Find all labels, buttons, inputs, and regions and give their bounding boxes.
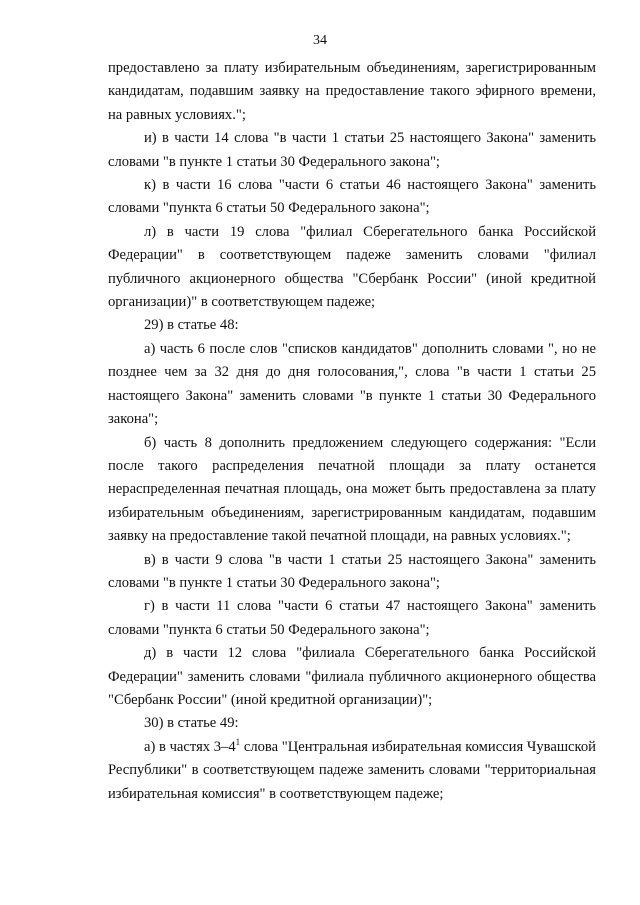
superscript-mark: 1 bbox=[235, 736, 241, 747]
page-number: 34 bbox=[313, 33, 327, 48]
document-body bbox=[108, 57, 596, 806]
paragraph-item-30: 30) в статье 49: bbox=[144, 715, 239, 732]
paragraph-item-a: а) часть 6 после слов "списков кандидатов" дополнить словами ", но не позднее чем за 32 дня до дня голосования,", слова "в части 1 статьи 25 настоящего Закона" заменить словами "в пункте 1 статьи 30 Федерального закона"; bbox=[108, 340, 596, 428]
paragraph-item-d: д) в части 12 слова "филиала Сберегательного банка Российской Федерации" заменить словами "филиала публичного акционерного общества "Сбербанк России" (иной кредитной организации)"; bbox=[108, 645, 596, 708]
paragraph-text-end: слова "Центральная избирательная комиссия Чувашской Республики" в соответствующем падеже заменить словами "территориальная избирательная комиссия" в соответствующем падеже; bbox=[108, 738, 596, 802]
paragraph-continuation: предоставлено за плату избирательным объединениям, зарегистрированным кандидатам, подавшим заявку на предоставление такого эфирного времени, на равных условиях."; bbox=[108, 60, 596, 123]
paragraph-item-a-article-49 bbox=[108, 736, 596, 806]
paragraph-item-v: в) в части 9 слова "в части 1 статьи 25 настоящего Закона" заменить словами "в пункте 1 статьи 30 Федерального закона"; bbox=[108, 551, 596, 591]
paragraph-item-l: л) в части 19 слова "филиал Сберегательного банка Российской Федерации" в соответствующем падеже заменить словами "филиал публичного акционерного общества "Сбербанк России" (иной кредитной организации)" в соответствующем падеже; bbox=[108, 223, 596, 311]
paragraph-item-i: и) в части 14 слова "в части 1 статьи 25 настоящего Закона" заменить словами "в пункте 1 статьи 30 Федерального закона"; bbox=[108, 130, 596, 170]
paragraph-item-k: к) в части 16 слова "части 6 статьи 46 настоящего Закона" заменить словами "пункта 6 статьи 50 Федерального закона"; bbox=[108, 177, 596, 217]
paragraph-text-start: а) в частях 3–4 bbox=[144, 738, 236, 755]
paragraph-item-g: г) в части 11 слова "части 6 статьи 47 настоящего Закона" заменить словами "пункта 6 статьи 50 Федерального закона"; bbox=[108, 598, 596, 638]
paragraph-item-29: 29) в статье 48: bbox=[144, 317, 239, 334]
paragraph-item-b: б) часть 8 дополнить предложением следующего содержания: "Если после такого распределения печатной площади за плату останется нераспределенная печатная площадь, она может быть предоставлена за плату избирательным объединениям, зарегистрированным кандидатам, подавшим заявку на предоставление такой печатной площади, на равных условиях."; bbox=[108, 434, 596, 545]
